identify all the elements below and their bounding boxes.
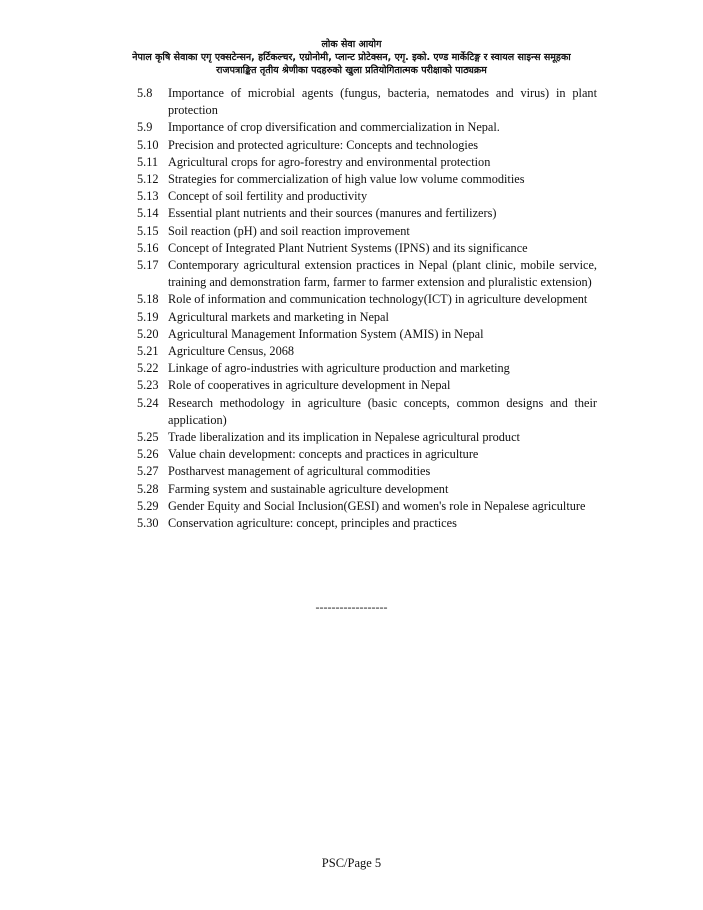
syllabus-item [137,119,597,136]
syllabus-item [137,395,597,429]
item-text: Contemporary agricultural extension practices in Nepal (plant clinic, mobile service, training and demonstration farm, farmer to farmer extension and pluralistic extension) [168,258,597,290]
syllabus-item [137,326,597,343]
item-text: Importance of crop diversification and commercialization in Nepal. [168,120,500,135]
item-number: 5.25 [137,430,159,445]
item-number: 5.20 [137,326,159,341]
item-number: 5.16 [137,240,159,255]
syllabus-item-list [137,85,597,532]
syllabus-item [137,343,597,360]
syllabus-item [137,137,597,154]
syllabus-item [137,257,597,291]
item-number: 5.23 [137,378,159,393]
item-text: Research methodology in agriculture (basic concepts, common designs and their application) [168,395,597,427]
syllabus-item [137,154,597,171]
item-text: Role of information and communication technology(ICT) in agriculture development [168,292,588,307]
item-number: 5.21 [137,344,159,359]
item-number: 5.11 [137,154,159,169]
item-text: Linkage of agro-industries with agriculture production and marketing [168,361,510,376]
item-number: 5.30 [137,516,159,531]
syllabus-item [137,188,597,205]
item-text: Conservation agriculture: concept, principles and practices [168,516,457,531]
syllabus-item [137,205,597,222]
item-number: 5.26 [137,447,159,462]
item-text: Essential plant nutrients and their sources (manures and fertilizers) [168,206,497,221]
item-number: 5.17 [137,258,159,273]
document-header [100,38,603,77]
item-text: Farming system and sustainable agriculture development [168,481,449,496]
item-text: Agricultural Management Information System (AMIS) in Nepal [168,326,484,341]
syllabus-item [137,515,597,532]
syllabus-item [137,498,597,515]
item-text: Gender Equity and Social Inclusion(GESI) and women's role in Nepalese agriculture [168,498,586,513]
syllabus-item [137,377,597,394]
item-text: Concept of Integrated Plant Nutrient Systems (IPNS) and its significance [168,240,528,255]
item-text: Precision and protected agriculture: Concepts and technologies [168,137,479,152]
item-number: 5.28 [137,481,159,496]
syllabus-item [137,171,597,188]
syllabus-item [137,481,597,498]
item-number: 5.12 [137,172,159,187]
page-footer: PSC/Page 5 [321,856,382,870]
item-number: 5.19 [137,309,159,324]
syllabus-item [137,85,597,119]
header-syllabus-title: राजपत्राङ्कित तृतीय श्रेणीका पदहरुको खुला प्रतियोगितात्मक परीक्षाको पाठ्यक्रम [216,65,487,76]
item-number: 5.24 [137,395,159,410]
item-number: 5.13 [137,189,159,204]
syllabus-item [137,309,597,326]
item-text: Agricultural crops for agro-forestry and environmental protection [168,154,491,169]
syllabus-item [137,291,597,308]
syllabus-item [137,429,597,446]
syllabus-item [137,446,597,463]
item-text: Agricultural markets and marketing in Nepal [168,309,389,324]
item-text: Importance of microbial agents (fungus, bacteria, nematodes and virus) in plant protection [168,86,597,118]
syllabus-item [137,240,597,257]
item-number: 5.27 [137,464,159,479]
item-text: Role of cooperatives in agriculture development in Nepal [168,378,451,393]
item-text: Soil reaction (pH) and soil reaction improvement [168,223,410,238]
syllabus-item [137,360,597,377]
item-text: Agriculture Census, 2068 [168,344,295,359]
syllabus-item [137,223,597,240]
item-number: 5.22 [137,361,159,376]
item-number: 5.29 [137,498,159,513]
item-text: Postharvest management of agricultural commodities [168,464,431,479]
item-text: Trade liberalization and its implication in Nepalese agricultural product [168,430,520,445]
item-number: 5.8 [137,86,153,100]
syllabus-item [137,463,597,480]
item-text: Strategies for commercialization of high value low volume commodities [168,172,525,187]
item-number: 5.9 [137,120,153,135]
item-number: 5.15 [137,223,159,238]
item-text: Value chain development: concepts and practices in agriculture [168,447,479,462]
item-number: 5.14 [137,206,159,221]
header-service-groups: नेपाल कृषि सेवाका एगृ एक्सटेन्सन, हर्टिकल्चर, एग्रोनोमी, प्लान्ट प्रोटेक्सन, एगृ. इको. एण्ड मार्केटिङ्ग र स्वायल साइन्स समूहका [132,52,571,63]
item-text: Concept of soil fertility and productivity [168,189,368,204]
header-organization: लोक सेवा आयोग [321,39,382,50]
section-divider: ------------------ [315,600,388,614]
item-number: 5.18 [137,292,159,307]
item-number: 5.10 [137,137,159,152]
